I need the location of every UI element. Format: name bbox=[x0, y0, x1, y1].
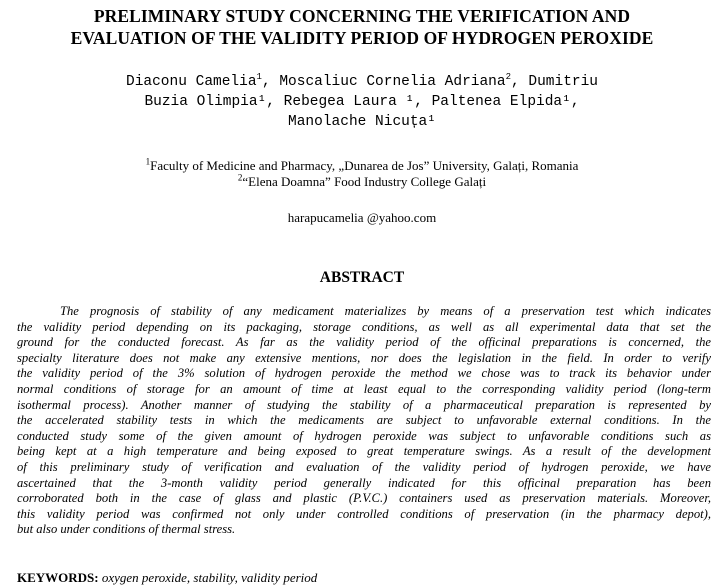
keywords-label: KEYWORDS: bbox=[17, 570, 99, 585]
abstract-line: the validity period of the 3% solution of hydrogen peroxide the method we chose was to track its behavior under bbox=[17, 366, 711, 381]
author-2: , Moscaliuc Cornelia Adriana bbox=[261, 74, 506, 90]
author-1: Diaconu Camelia bbox=[126, 74, 257, 90]
contact-email: harapucamelia @yahoo.com bbox=[287, 210, 437, 225]
authors-line-3: Manolache Nicuța¹ bbox=[288, 114, 436, 130]
abstract-line: ground for the conducted forecast. As far as the validity period of the officinal preparations is concerned, the bbox=[17, 335, 711, 350]
affiliation-2 bbox=[0, 174, 724, 190]
keywords bbox=[17, 570, 711, 586]
abstract-line: conducted study some of the given amount of hydrogen peroxide was subject to unfavorable conditions such as bbox=[17, 428, 711, 443]
title-line-1: PRELIMINARY STUDY CONCERNING THE VERIFICATION AND bbox=[93, 6, 631, 26]
affiliation-2-num: 2 bbox=[237, 172, 243, 183]
title-line-2: EVALUATION OF THE VALIDITY PERIOD OF HYDROGEN PEROXIDE bbox=[70, 28, 654, 48]
abstract-line: being kept at a high temperature and being exposed to great temperature swings. As a result of the development bbox=[17, 444, 711, 459]
abstract-line: this validity period was confirmed not only under controlled conditions of preservation (in the pharmacy depot), bbox=[17, 506, 711, 521]
author-1-affil: 1 bbox=[256, 72, 262, 83]
abstract-line: the accelerated stability tests in which the medicaments are subject to unfavorable external conditions. In the bbox=[17, 413, 711, 428]
abstract-line: the validity period depending on its packaging, storage conditions, as well as all experimental data that set the bbox=[17, 319, 711, 334]
affiliation-2-text: “Elena Doamna” Food Industry College Galați bbox=[242, 174, 487, 189]
authors-line-1 bbox=[0, 72, 724, 92]
abstract-line: ascertained that the 3-month validity period generally indicated for this officinal preparation has been bbox=[17, 475, 711, 490]
abstract-line: isothermal process). Another manner of studying the stability of a pharmaceutical preparation is represented by bbox=[17, 397, 711, 412]
paper-title bbox=[0, 5, 724, 49]
affiliation-1-text: Faculty of Medicine and Pharmacy, „Dunarea de Jos” University, Galați, Romania bbox=[150, 158, 579, 173]
affiliation-1 bbox=[0, 158, 724, 174]
author-list bbox=[0, 72, 724, 132]
author-2-affil: 2 bbox=[505, 72, 511, 83]
abstract-line: but also under conditions of thermal stress. bbox=[17, 522, 236, 537]
keywords-values: oxygen peroxide, stability, validity period bbox=[98, 570, 318, 585]
abstract-line: normal conditions of storage for an amount of time at least equal to the corresponding validity period (long-term bbox=[17, 381, 711, 396]
abstract-body bbox=[17, 304, 711, 538]
abstract-heading: ABSTRACT bbox=[319, 269, 405, 286]
abstract-line: The prognosis of stability of any medicament materializes by means of a preservation test which indicates bbox=[60, 304, 711, 318]
authors-line-2: Buzia Olimpia¹, Rebegea Laura ¹, Paltenea Elpida¹, bbox=[144, 94, 580, 110]
author-3-part: , Dumitriu bbox=[510, 74, 598, 90]
affiliation-1-num: 1 bbox=[145, 156, 151, 167]
abstract-line: corroborated both in the case of glass and plastic (P.V.C.) containers used as preservation materials. Moreover, bbox=[17, 491, 711, 506]
abstract-line: specialty literature does not make any extensive mentions, nor does the legislation in the field. In order to verify bbox=[17, 350, 711, 365]
affiliations bbox=[0, 158, 724, 190]
abstract-line: of this preliminary study of verification and evaluation of the validity period of hydrogen peroxide, we have bbox=[17, 459, 711, 474]
